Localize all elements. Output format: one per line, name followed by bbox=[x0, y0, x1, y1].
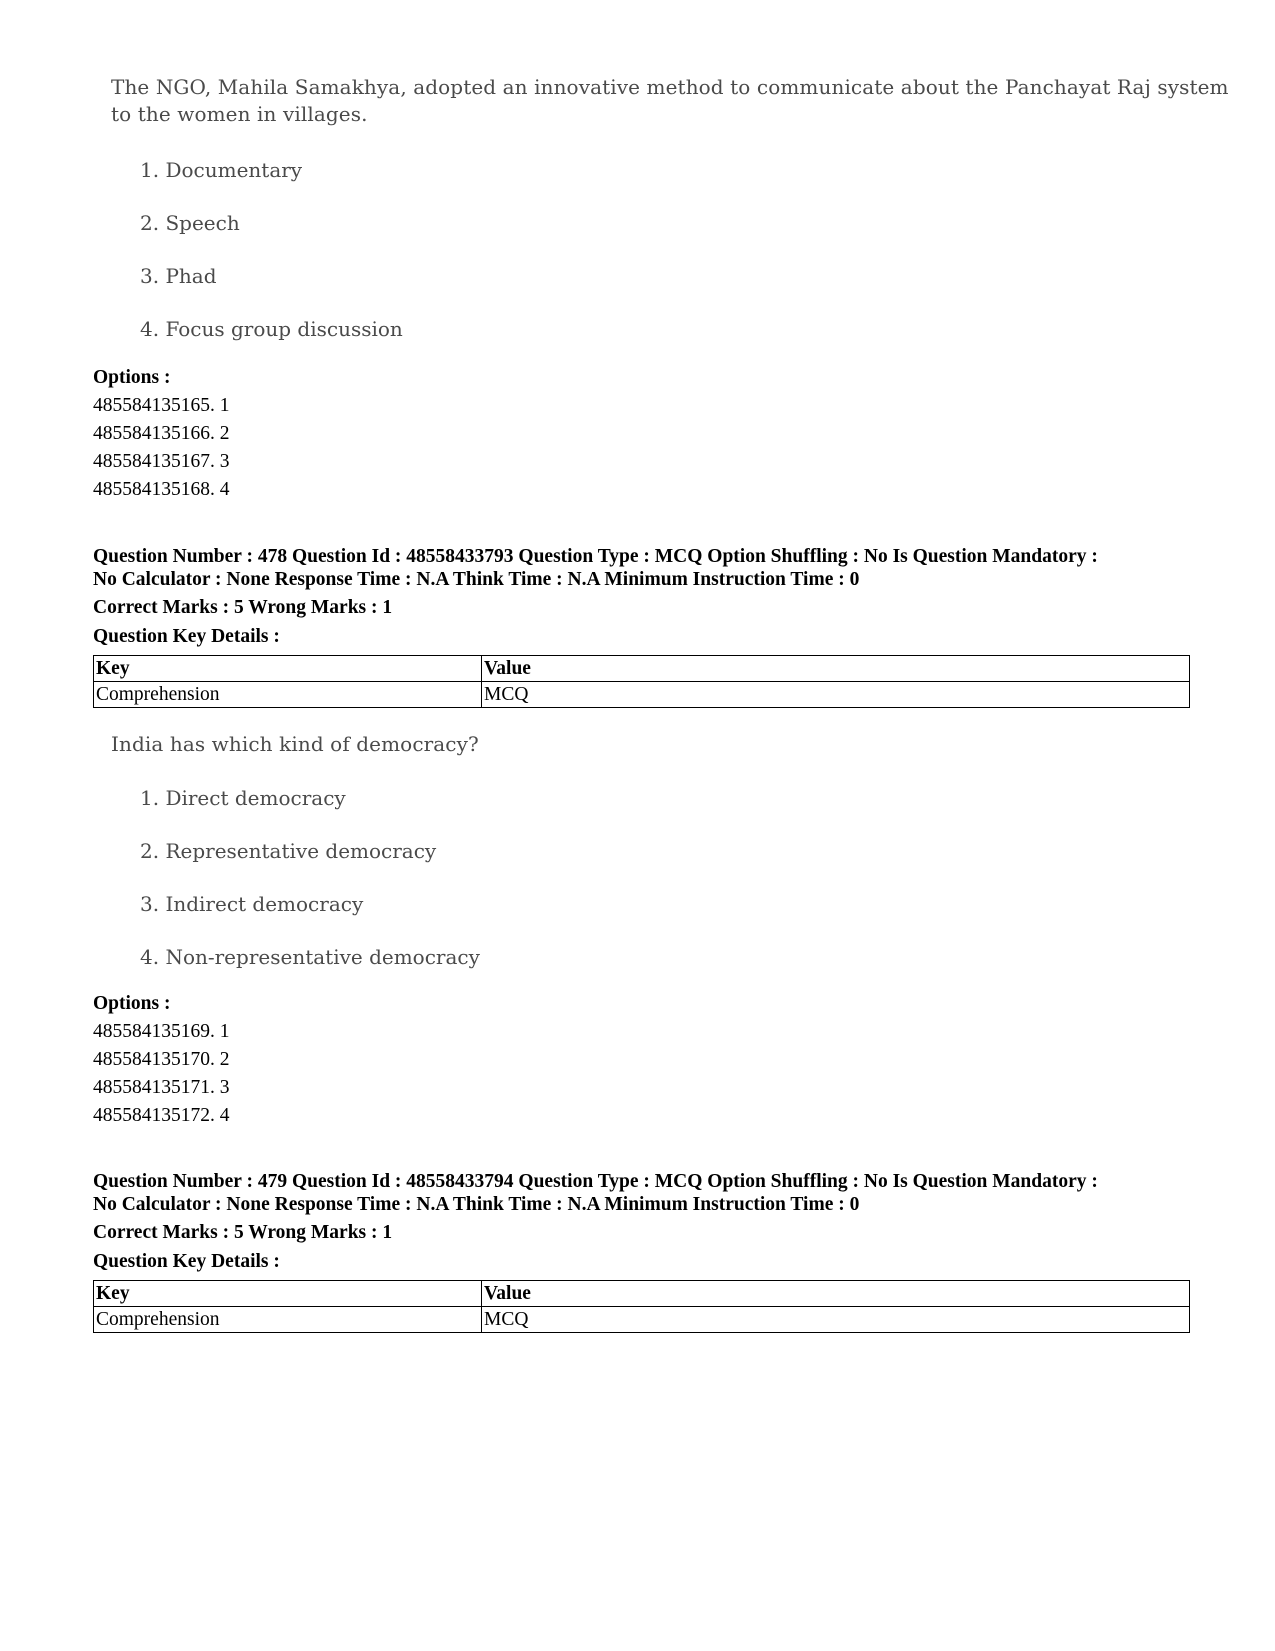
key-details-label: Question Key Details : bbox=[93, 1251, 280, 1272]
key-details-table bbox=[93, 655, 1190, 708]
choice-item: 1. Documentary bbox=[140, 158, 303, 182]
table-header-key: Key bbox=[94, 1281, 482, 1307]
question-meta-line: Question Number : 478 Question Id : 48558433793 Question Type : MCQ Option Shuffling : No Is Question Mandatory : bbox=[93, 546, 1098, 567]
table-header-value: Value bbox=[482, 1281, 1190, 1307]
question-text-line: India has which kind of democracy? bbox=[111, 732, 479, 756]
option-id-line: 485584135167. 3 bbox=[93, 451, 230, 472]
table-cell-key: Comprehension bbox=[94, 1307, 482, 1333]
marks-line: Correct Marks : 5 Wrong Marks : 1 bbox=[93, 1222, 393, 1243]
question-meta-line: No Calculator : None Response Time : N.A Think Time : N.A Minimum Instruction Time : 0 bbox=[93, 1194, 860, 1215]
choice-item: 1. Direct democracy bbox=[140, 786, 346, 810]
question-meta-line: No Calculator : None Response Time : N.A Think Time : N.A Minimum Instruction Time : 0 bbox=[93, 569, 860, 590]
table-row bbox=[94, 1307, 1190, 1333]
option-id-line: 485584135166. 2 bbox=[93, 423, 230, 444]
key-details-label: Question Key Details : bbox=[93, 626, 280, 647]
table-cell-key: Comprehension bbox=[94, 682, 482, 708]
option-id-line: 485584135171. 3 bbox=[93, 1077, 230, 1098]
table-header-row bbox=[94, 1281, 1190, 1307]
option-id-line: 485584135172. 4 bbox=[93, 1105, 230, 1126]
choice-item: 4. Non-representative democracy bbox=[140, 945, 480, 969]
table-header-row bbox=[94, 656, 1190, 682]
option-id-line: 485584135170. 2 bbox=[93, 1049, 230, 1070]
options-label: Options : bbox=[93, 993, 171, 1014]
option-id-line: 485584135165. 1 bbox=[93, 395, 230, 416]
choice-item: 2. Representative democracy bbox=[140, 839, 437, 863]
marks-line: Correct Marks : 5 Wrong Marks : 1 bbox=[93, 597, 393, 618]
key-details-table bbox=[93, 1280, 1190, 1333]
choice-item: 3. Phad bbox=[140, 264, 217, 288]
choice-item: 2. Speech bbox=[140, 211, 240, 235]
option-id-line: 485584135168. 4 bbox=[93, 479, 230, 500]
choice-item: 4. Focus group discussion bbox=[140, 317, 403, 341]
table-cell-value: MCQ bbox=[482, 1307, 1190, 1333]
option-id-line: 485584135169. 1 bbox=[93, 1021, 230, 1042]
choice-item: 3. Indirect democracy bbox=[140, 892, 364, 916]
table-cell-value: MCQ bbox=[482, 682, 1190, 708]
table-header-value: Value bbox=[482, 656, 1190, 682]
question-text-line: The NGO, Mahila Samakhya, adopted an innovative method to communicate about the Panchayat Raj system bbox=[111, 75, 1229, 99]
table-header-key: Key bbox=[94, 656, 482, 682]
question-meta-line: Question Number : 479 Question Id : 48558433794 Question Type : MCQ Option Shuffling : No Is Question Mandatory : bbox=[93, 1171, 1098, 1192]
table-row bbox=[94, 682, 1190, 708]
options-label: Options : bbox=[93, 367, 171, 388]
question-text-line: to the women in villages. bbox=[111, 102, 368, 126]
